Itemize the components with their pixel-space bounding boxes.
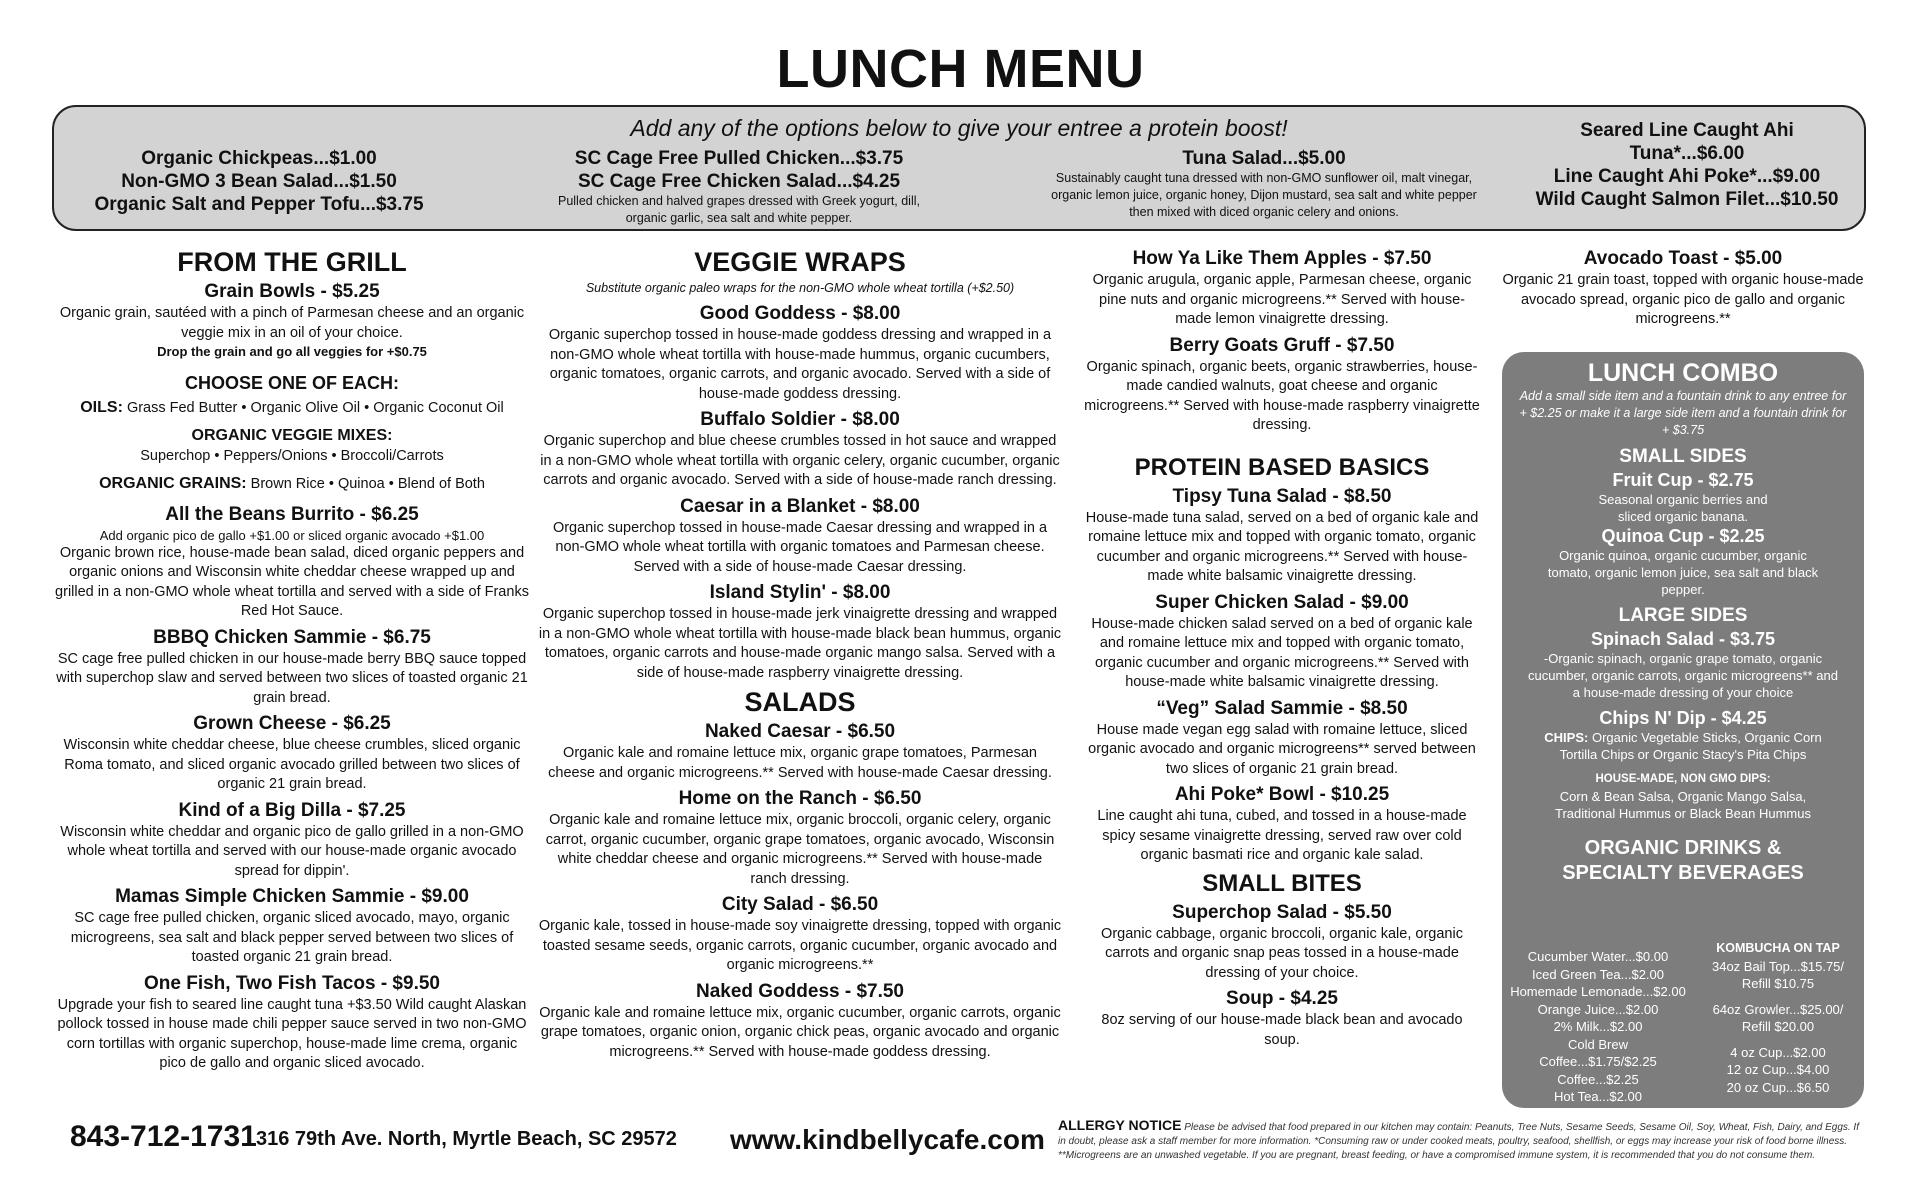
menu-item-name: Naked Caesar - $6.50 [704,721,896,742]
wraps-salads-column [538,247,1062,1066]
lunch-combo-panel [1502,352,1864,1108]
banner-col-4 [1522,119,1852,211]
choose-heading: CHOOSE ONE OF EACH: [184,373,399,393]
menu-item [538,893,1062,976]
section-heading-grill: FROM THE GRILL [177,247,407,277]
menu-item [52,626,532,709]
banner-item: Line Caught Ahi Poke*...$9.00 [1553,166,1821,187]
menu-item-name: How Ya Like Them Apples - $7.50 [1132,248,1432,269]
menu-item [538,495,1062,578]
menu-item-name: Superchop Salad - $5.50 [1172,901,1392,923]
menu-item-desc: Organic kale and romaine lettuce mix, organic grape tomatoes, Parmesan cheese and organic microgreens.** Served with house-made Caesar dressing. [548,745,1052,781]
kombucha-item: 34oz Bail Top...$15.75/ [1711,958,1845,974]
oils-options: Grass Fed Butter • Organic Olive Oil • Organic Coconut Oil [126,400,504,416]
menu-item-desc: Organic kale and romaine lettuce mix, organic cucumber, organic carrots, organic grape tomatoes, organic onion, organic chick peas, organic avocado and organic microgreens.** Served with house-made goddess dressing. [539,1004,1061,1060]
menu-item-name: Caesar in a Blanket - $8.00 [680,495,920,517]
side-item-name: Chips N' Dip - $4.25 [1599,708,1767,728]
menu-item-desc: Organic superchop tossed in house-made Caesar dressing and wrapped in a non-GMO whole wheat tortilla with organic tomatoes and Parmesan cheese. Served with a side of house-made Caesar dressing. [552,519,1048,575]
section-heading-salads: SALADS [744,687,856,717]
protein-boost-banner [52,105,1866,231]
menu-item-name: Grown Cheese - $6.25 [193,713,391,734]
menu-item [52,712,532,795]
drink-item: Cucumber Water...$0.00 [1527,949,1669,964]
menu-item-desc: Organic cabbage, organic broccoli, organic kale, organic carrots and organic snap peas tossed in a house-made dressing of your choice. [1101,925,1463,981]
menu-item [538,302,1062,404]
side-item-desc [1502,729,1864,763]
menu-item-desc: House-made tuna salad, served on a bed of organic kale and romaine lettuce mix and topped with organic tomato, organic cucumber and organic microgreens.** Served with house-made white balsamic vinaigrette dressing. [1085,509,1479,584]
menu-item-desc: Wisconsin white cheddar cheese, blue cheese crumbles, sliced organic Roma tomato, and sliced organic avocado grilled between two slices of organic 21 grain bread. [63,737,521,792]
combo-title: LUNCH COMBO [1587,359,1779,387]
menu-item-desc: Organic superchop tossed in house-made goddess dressing and wrapped in a non-GMO whole wheat tortilla with house-made hummus, organic cucumbers, organic tomatoes, organic carrots, and organic avocado. Served with a side of house-made goddess dressing. [548,327,1052,402]
menu-item-desc: Organic brown rice, house-made bean salad, diced organic peppers and organic onions and Wisconsin white cheddar cheese wrapped up and grilled in a non-GMO whole wheat tortilla and served with a side of Franks Red Hot Sauce. [55,544,529,619]
phone-number[interactable]: 843-712-1731 [70,1120,257,1153]
drink-item: Coffee...$2.25 [1557,1071,1639,1087]
kombucha-item: 64oz Growler...$25.00/ [1712,1001,1844,1017]
drink-item: 2% Milk...$2.00 [1553,1019,1643,1034]
banner-item: SC Cage Free Pulled Chicken...$3.75 [574,148,904,169]
menu-item-name: Kind of a Big Dilla - $7.25 [178,799,406,821]
section-heading-small-bites: SMALL BITES [1202,869,1362,897]
side-item-name: Spinach Salad - $3.75 [1590,629,1776,649]
menu-item-desc: Organic superchop tossed in house-made jerk vinaigrette dressing and wrapped in a non-GMO whole wheat tortilla with house-made black bean hummus, organic tomatoes, organic carrots and house-made organic mango salsa. Served with a side of house-made raspberry vinaigrette dressing. [538,606,1062,681]
side-item-desc: Organic quinoa, organic cucumber, organic tomato, organic lemon juice, sea salt and black pepper. [1547,548,1819,597]
kombucha-item: 4 oz Cup...$2.00 [1730,1044,1826,1060]
veggie-mixes-options: Superchop • Peppers/Onions • Broccoli/Carrots [140,447,444,464]
drink-item: Cold Brew Coffee...$1.75/$2.25 [1539,1036,1657,1069]
banner-item: Organic Salt and Pepper Tofu...$3.75 [94,194,424,215]
menu-item [1082,247,1482,330]
chips-options: Organic Vegetable Sticks, Organic Corn Tortilla Chips or Organic Stacy's Pita Chips [1559,730,1822,762]
banner-col-3 [1044,147,1484,221]
menu-item-name: Island Stylin' - $8.00 [709,582,891,603]
wraps-subtitle: Substitute organic paleo wraps for the non-GMO whole wheat tortilla (+$2.50) [585,281,1015,295]
menu-item-desc: House-made chicken salad served on a bed of organic kale and romaine lettuce mix and topped with organic tomato, organic cucumber and organic microgreens.** Served with house-made white balsamic vinaigrette dressing. [1091,615,1473,690]
allergy-label: ALLERGY NOTICE [1058,1117,1182,1133]
drink-item: Hot Tea...$2.00 [1554,1089,1642,1104]
menu-item [52,503,532,622]
grains-label: ORGANIC GRAINS: [99,475,247,492]
menu-item [1082,901,1482,984]
dips-options: Corn & Bean Salsa, Organic Mango Salsa, Traditional Hummus or Black Bean Hummus [1555,789,1811,821]
drinks-list [1508,948,1688,1106]
menu-item-desc: SC cage free pulled chicken in our house-made berry BBQ sauce topped with superchop slaw and served between two slices of toasted organic 21 grain bread. [56,650,528,706]
drinks-heading: SPECIALTY BEVERAGES [1562,862,1804,884]
menu-item [1082,697,1482,780]
banner-item: Seared Line Caught Ahi [1580,120,1794,141]
menu-item-desc: Organic kale and romaine lettuce mix, organic broccoli, organic celery, organic carrot, organic cucumber, organic grape tomatoes, organic avocado, Wisconsin white cheddar cheese and organic microgreens.** Served with house-made ranch dressing. [545,812,1055,887]
side-item-name: Fruit Cup - $2.75 [1612,470,1754,490]
page-title: LUNCH MENU [776,39,1145,99]
banner-headline: Add any of the options below to give your entree a protein boost! [630,115,1288,141]
banner-col-2 [554,147,924,227]
menu-item-desc: Wisconsin white cheddar and organic pico de gallo grilled in a non-GMO whole wheat tortilla and served with our house-made organic avocado spread for dippin'. [60,823,524,879]
menu-item-note: Add organic pico de gallo +$1.00 or sliced organic avocado +$1.00 [99,527,485,543]
menu-item [1082,783,1482,866]
grill-column [52,247,532,1078]
menu-item-name: Buffalo Soldier - $8.00 [700,409,900,430]
kombucha-heading: KOMBUCHA ON TAP [1716,941,1840,955]
menu-item-name: Super Chicken Salad - $9.00 [1155,591,1409,613]
menu-item-name: Avocado Toast - $5.00 [1583,248,1783,269]
menu-item-name: City Salad - $6.50 [721,894,879,915]
grains-line [52,474,532,495]
menu-item-name: Naked Goddess - $7.50 [695,980,905,1002]
veggie-mixes-label: ORGANIC VEGGIE MIXES: [191,426,393,444]
drink-item: Iced Green Tea...$2.00 [1531,966,1665,982]
drink-item: Homemade Lemonade...$2.00 [1510,984,1686,999]
menu-item-desc: Organic kale, tossed in house-made soy vinaigrette dressing, topped with organic toasted sesame seeds, organic carrots, organic cucumber, organic avocado and organic microgreens.** [538,918,1062,973]
grains-options: Brown Rice • Quinoa • Blend of Both [250,476,485,492]
menu-item-desc: Organic 21 grain toast, topped with organic house-made avocado spread, organic pico de gallo and organic microgreens.** [1502,272,1864,327]
banner-item: Wild Caught Salmon Filet...$10.50 [1535,189,1839,210]
menu-item [1082,987,1482,1050]
menu-item-name: Tipsy Tuna Salad - $8.50 [1172,485,1392,507]
side-item-desc: Seasonal organic berries and sliced organic banana. [1598,492,1768,524]
drinks-heading: ORGANIC DRINKS & [1584,837,1782,859]
menu-item-name: Ahi Poke* Bowl - $10.25 [1174,784,1390,805]
menu-item-desc: Upgrade your fish to seared line caught tuna +$3.50 Wild caught Alaskan pollock tossed in house made chili pepper sauce served in two non-GMO corn tortillas with organic superchop, house-made lime crema, organic pico de gallo and organic sliced avocado. [57,996,527,1071]
menu-item [1082,591,1482,693]
banner-item: Organic Chickpeas...$1.00 [141,148,377,169]
menu-item [52,885,532,968]
menu-item-name: “Veg” Salad Sammie - $8.50 [1156,697,1408,719]
protein-column [1082,247,1482,1054]
menu-item-name: One Fish, Two Fish Tacos - $9.50 [144,972,440,994]
banner-item-desc: Sustainably caught tuna dressed with non-GMO sunflower oil, malt vinegar, organic lemon juice, organic honey, Dijon mustard, sea salt and white pepper then mixed with diced organic celery and onions. [1051,171,1477,219]
kombucha-item: Refill $10.75 [1741,976,1815,991]
menu-item-name: Grain Bowls - $5.25 [204,281,380,302]
kombucha-item: 20 oz Cup...$6.50 [1726,1079,1830,1095]
menu-item-desc: Organic arugula, organic apple, Parmesan cheese, organic pine nuts and organic microgreens.** Served with house-made lemon vinaigrette dressing. [1092,272,1472,327]
banner-item: SC Cage Free Chicken Salad...$4.25 [577,171,901,192]
menu-item-desc: Organic grain, sautéed with a pinch of Parmesan cheese and an organic veggie mix in an oil of your choice. [59,305,525,341]
chips-label: CHIPS: [1544,730,1589,745]
menu-item [538,980,1062,1063]
menu-item-name: Good Goddess - $8.00 [699,303,901,324]
website-link[interactable]: www.kindbellycafe.com [730,1124,1045,1155]
drink-item: Orange Juice...$2.00 [1537,1001,1659,1017]
kombucha-item: Refill $20.00 [1741,1019,1815,1034]
menu-item-name: Home on the Ranch - $6.50 [678,788,922,809]
menu-item-name: Berry Goats Gruff - $7.50 [1169,334,1395,356]
oils-line [52,398,532,419]
menu-item-desc: SC cage free pulled chicken, organic sliced avocado, mayo, organic microgreens, sea salt and black pepper served between two slices of toasted organic 21 grain bread. [70,910,514,965]
menu-item [538,581,1062,683]
menu-item [52,972,532,1074]
menu-item [1082,485,1482,587]
menu-item-desc: Organic spinach, organic beets, organic strawberries, house-made candied walnuts, goat cheese and organic microgreens.** Served with house-made raspberry vinaigrette dressing. [1084,358,1480,433]
menu-item-desc: Organic superchop and blue cheese crumbles tossed in hot sauce and wrapped in a non-GMO whole wheat tortilla with organic celery, organic cucumber, organic carrots and organic avocado. Served with a side of house-made ranch dressing. [540,433,1060,488]
kombucha-item: 12 oz Cup...$4.00 [1726,1062,1830,1077]
banner-item: Tuna Salad...$5.00 [1182,148,1346,169]
allergy-notice [1058,1118,1868,1163]
menu-item [538,720,1062,783]
menu-item [538,787,1062,889]
menu-item-desc: House made vegan egg salad with romaine lettuce, sliced organic avocado and organic microgreens** served between two slices of organic 21 grain bread. [1088,721,1476,777]
allergy-text: Please be advised that food prepared in our kitchen may contain: Peanuts, Tree Nuts, Sesame Seeds, Sesame Oil, Soy, Wheat, Fish, Dairy, and Eggs. If in doubt, please ask a staff member for more information. *Consuming raw or under cooked meats, poultry, seafood, shellfish, or eggs may increase your risk of food borne illness. **Microgreens are an unwashed vegetable. If you are pregnant, breast feeding, or have a compromised immune system, it is recommended that you do not consume them. [1058,1122,1859,1161]
combo-subtitle: Add a small side item and a fountain drink to any entree for + $2.25 or make it a large side item and a fountain drink for + $3.75 [1519,389,1847,437]
small-sides-heading: SMALL SIDES [1619,446,1747,467]
dips-label: HOUSE-MADE, NON GMO DIPS: [1595,773,1771,785]
banner-item-desc: Pulled chicken and halved grapes dressed with Greek yogurt, dill, organic garlic, sea salt and white pepper. [557,194,920,225]
menu-item-note: Drop the grain and go all veggies for +$0.75 [157,344,427,359]
large-sides-heading: LARGE SIDES [1618,605,1748,626]
banner-item: Non-GMO 3 Bean Salad...$1.50 [121,171,397,192]
menu-item-name: Mamas Simple Chicken Sammie - $9.00 [115,886,469,907]
section-heading-protein: PROTEIN BASED BASICS [1134,453,1430,481]
menu-item-desc: 8oz serving of our house-made black bean and avocado soup. [1101,1012,1463,1048]
banner-col-1 [94,147,424,216]
menu-item [538,408,1062,491]
kombucha-list [1698,940,1858,1096]
address: 316 79th Ave. North, Myrtle Beach, SC 29572 [256,1128,677,1150]
avocado-toast [1500,247,1866,330]
menu-item [1082,334,1482,436]
menu-item-desc: Line caught ahi tuna, cubed, and tossed in a house-made spicy sesame vinaigrette dressing, served raw over cold organic basmati rice and organic kale salad. [1097,808,1467,863]
menu-item-name: BBBQ Chicken Sammie - $6.75 [153,626,431,648]
menu-item-name: All the Beans Burrito - $6.25 [165,503,419,525]
section-heading-wraps: VEGGIE WRAPS [694,247,906,277]
menu-item-name: Soup - $4.25 [1226,988,1338,1009]
oils-label: OILS: [80,399,123,416]
banner-item: Tuna*...$6.00 [1629,143,1745,164]
side-item-desc: -Organic spinach, organic grape tomato, organic cucumber, organic carrots, organic microgreens** and a house-made dressing of your choice [1528,651,1838,700]
side-item-name: Quinoa Cup - $2.25 [1601,526,1765,546]
menu-item [52,799,532,882]
